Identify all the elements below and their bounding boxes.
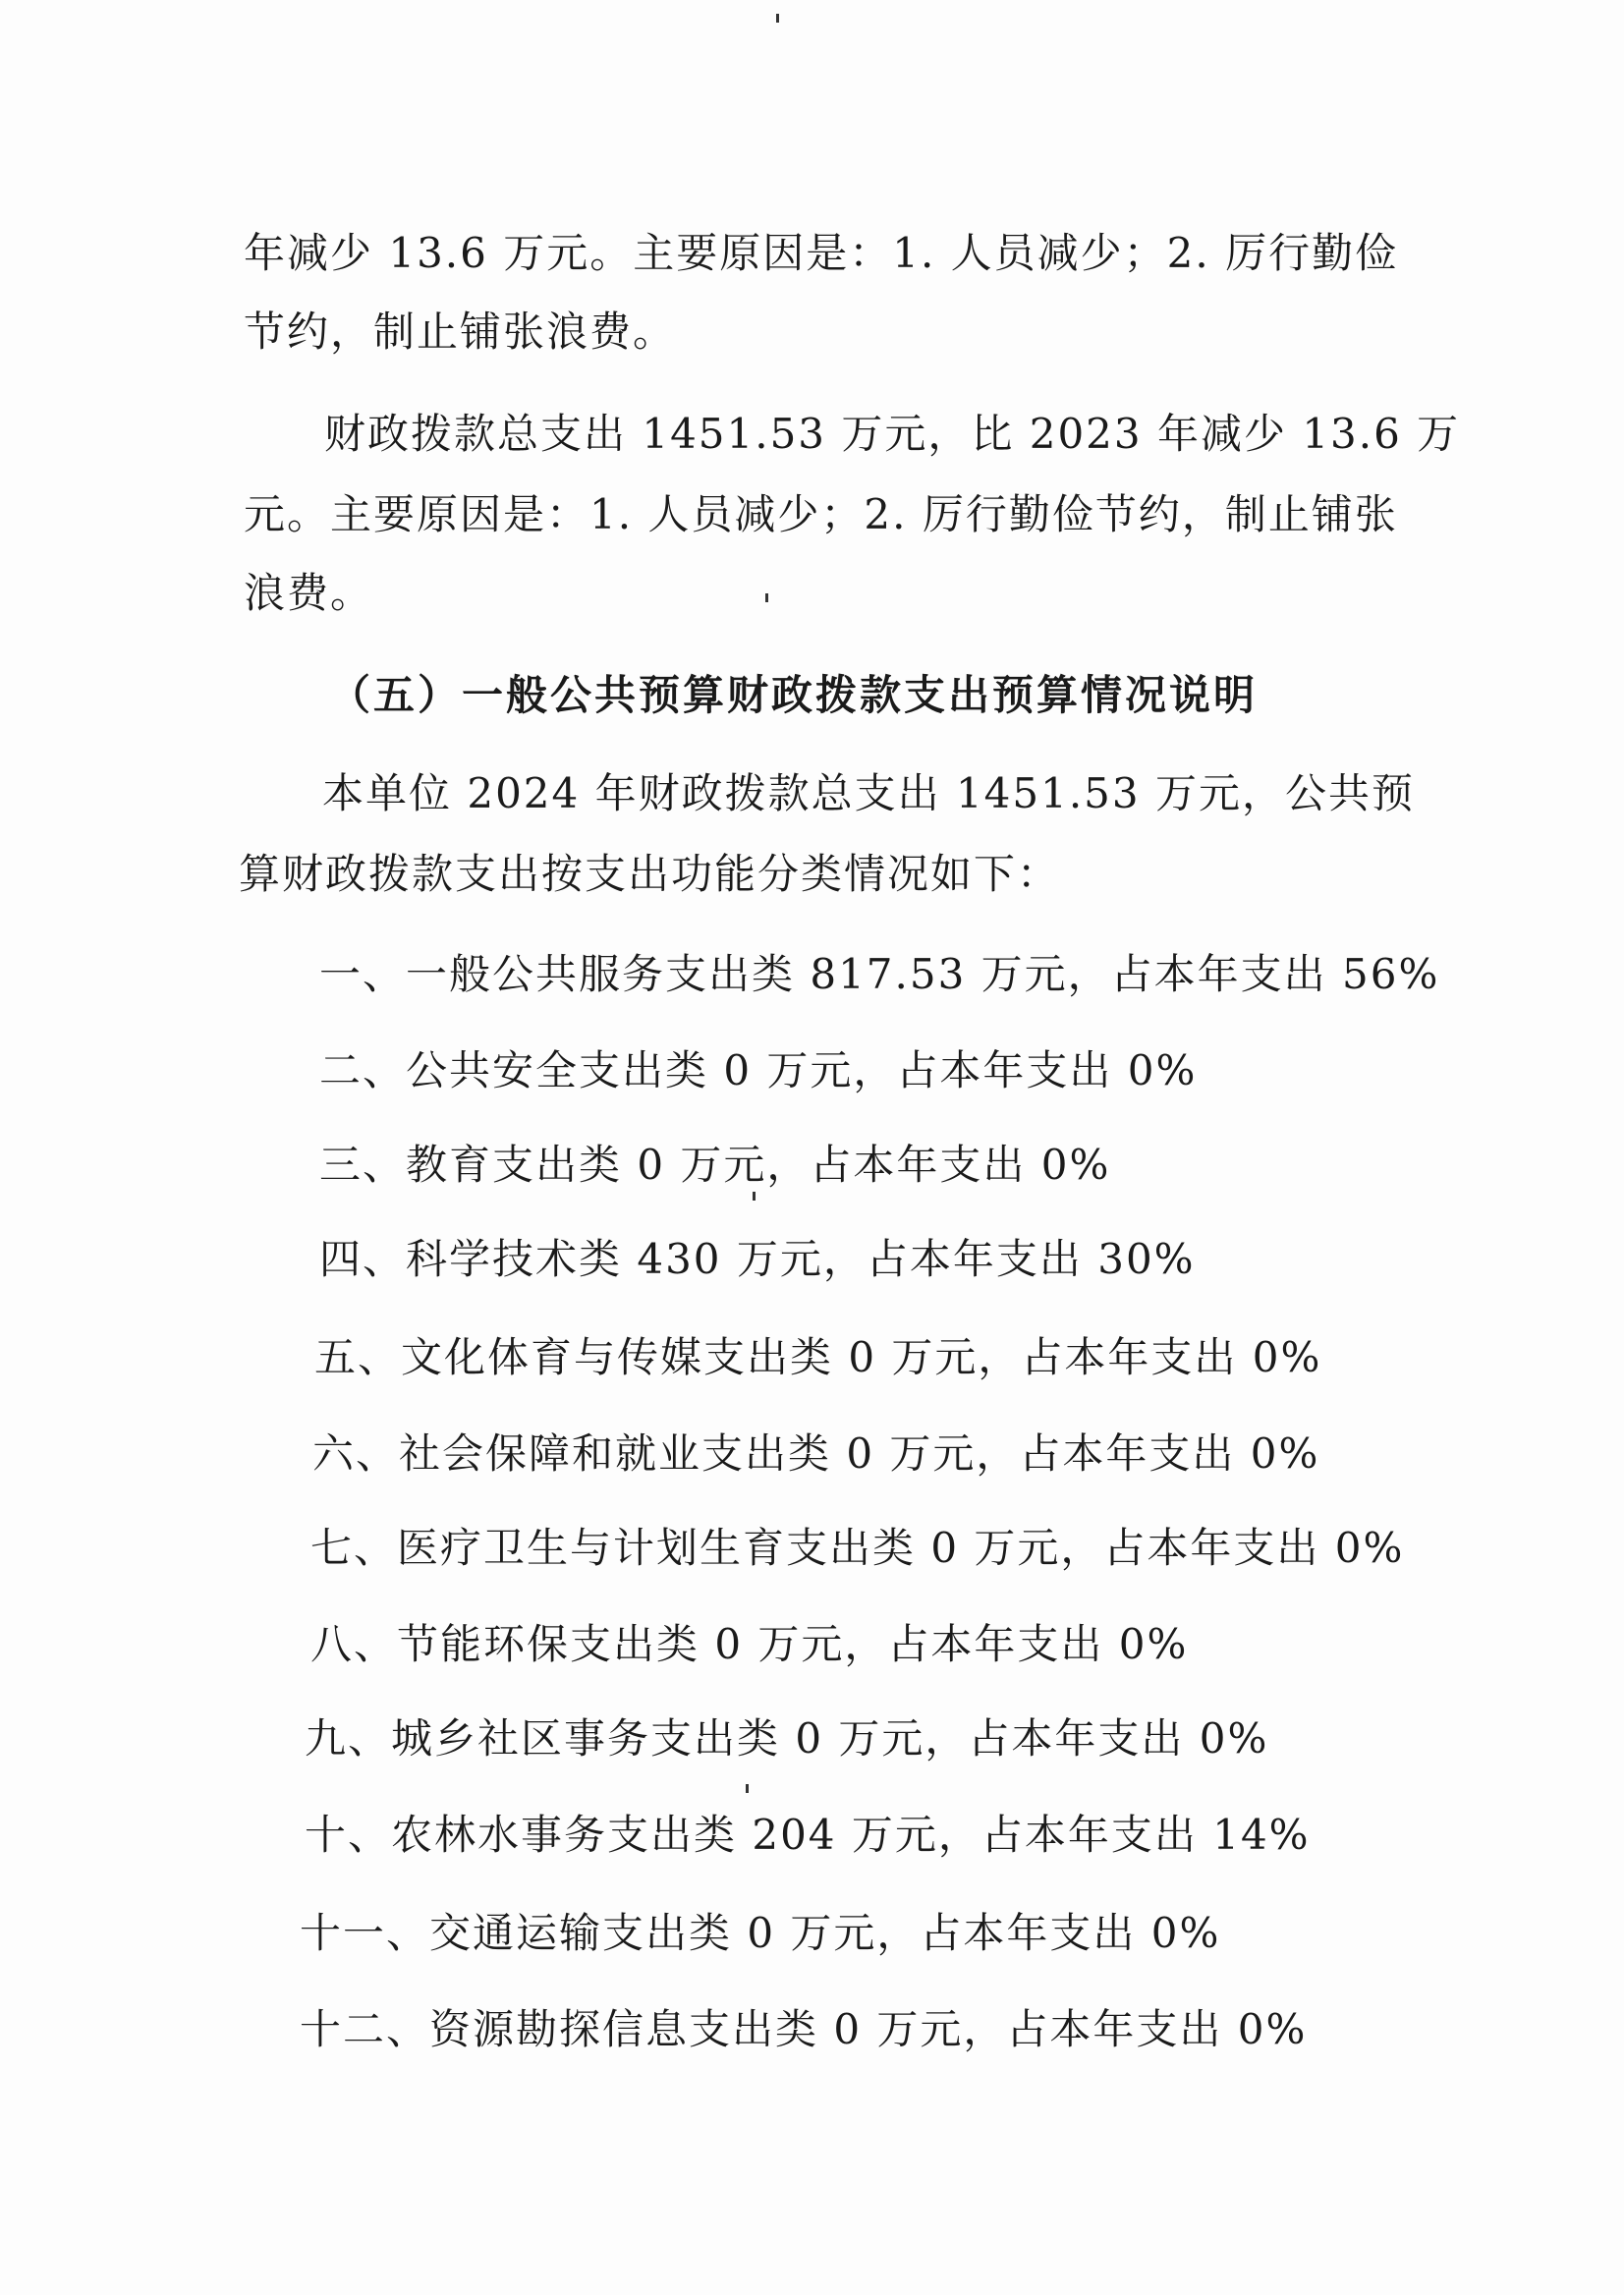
list-item: 八、节能环保支出类 0 万元，占本年支出 0% <box>310 1620 1189 1668</box>
scan-speck <box>746 1784 749 1793</box>
list-item: 六、社会保障和就业支出类 0 万元，占本年支出 0% <box>312 1429 1320 1478</box>
paragraph-line: 浪费。 <box>244 569 374 617</box>
list-item: 十二、资源勘探信息支出类 0 万元，占本年支出 0% <box>300 2005 1308 2053</box>
paragraph-line: 财政拨款总支出 1451.53 万元，比 2023 年减少 13.6 万 <box>324 410 1461 458</box>
paragraph-line: 年减少 13.6 万元。主要原因是：1. 人员减少；2. 厉行勤俭 <box>244 229 1399 277</box>
list-item: 一、一般公共服务支出类 817.53 万元，占本年支出 56% <box>319 950 1440 998</box>
list-item: 二、公共安全支出类 0 万元，占本年支出 0% <box>319 1046 1198 1094</box>
section-heading: （五）一般公共预算财政拨款支出预算情况说明 <box>329 671 1259 719</box>
paragraph-line: 元。主要原因是：1. 人员减少；2. 厉行勤俭节约，制止铺张 <box>244 490 1398 538</box>
paragraph-line: 算财政拨款支出按支出功能分类情况如下： <box>239 850 1061 898</box>
list-item: 七、医疗卫生与计划生育支出类 0 万元，占本年支出 0% <box>310 1524 1405 1572</box>
list-item: 十一、交通运输支出类 0 万元，占本年支出 0% <box>300 1909 1221 1957</box>
list-item: 三、教育支出类 0 万元，占本年支出 0% <box>319 1141 1111 1189</box>
list-item: 十、农林水事务支出类 204 万元，占本年支出 14% <box>305 1811 1311 1859</box>
list-item: 五、文化体育与传媒支出类 0 万元，占本年支出 0% <box>314 1333 1322 1381</box>
scan-speck <box>765 593 768 602</box>
list-item: 九、城乡社区事务支出类 0 万元，占本年支出 0% <box>305 1714 1269 1763</box>
list-item: 四、科学技术类 430 万元，占本年支出 30% <box>319 1235 1196 1283</box>
paragraph-line: 本单位 2024 年财政拨款总支出 1451.53 万元，公共预 <box>322 769 1415 817</box>
paragraph-line: 节约，制止铺张浪费。 <box>244 308 677 356</box>
scan-speck <box>776 14 779 23</box>
